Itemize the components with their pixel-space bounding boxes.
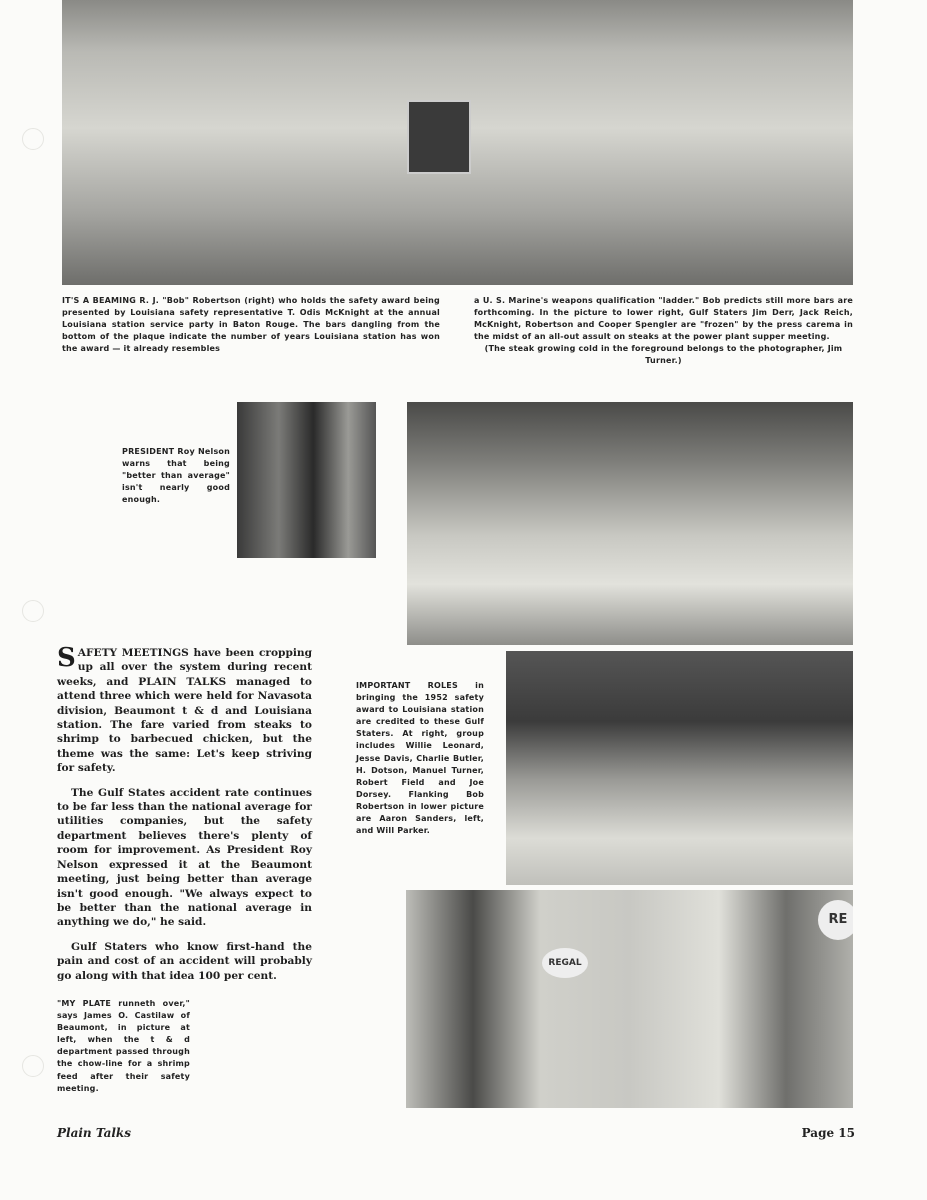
photo-steak-supper [407, 402, 853, 645]
caption-award-right-text: a U. S. Marine's weapons qualification "ladder." Bob predicts still more bars are forthcoming. In the picture to lower right, Gulf Staters Jim Derr, Jack Reich, McKnight, Robertson and Cooper Spengler are "frozen" by the press carema in the midst of an all-out assult on steaks at the power plant supper meeting. [474, 296, 853, 342]
regal-sign: REGAL [542, 948, 588, 978]
photo-president-nelson [237, 402, 376, 558]
binder-hole [22, 1055, 44, 1077]
binder-hole [22, 600, 44, 622]
photo-robertson-flanked [406, 890, 853, 1108]
caption-my-plate-text: "MY PLATE runneth over," says James O. Castilaw of Beaumont, in picture at left, when the t & d department passed through the chow-line for a shrimp feed after their safety meeting. [57, 999, 190, 1093]
photo-award-presentation [62, 0, 853, 285]
caption-important-roles: IMPORTANT ROLES in bringing the 1952 safety award to Louisiana station are credited to these Gulf Staters. At right, group includes Willie Leonard, Jesse Davis, Charlie Butler, H. Dotson, Manuel Turner, Robert Field and Joe Dorsey. Flanking Bob Robertson in lower picture are Aaron Sanders, left, and Will Parker. [356, 681, 484, 836]
footer-page-number: Page 15 [801, 1126, 855, 1140]
caption-my-plate [57, 998, 190, 1095]
article-paragraph [57, 643, 312, 776]
article-body [57, 643, 312, 993]
caption-award-left: IT'S A BEAMING R. J. "Bob" Robertson (right) who holds the safety award being presented by Louisiana safety representative T. Odis McKnight at the annual Louisiana station service party in Baton Rouge. The bars dangling from the bottom of the plaque indicate the number of years Louisiana station has won the award — it already resembles [62, 296, 440, 354]
article-paragraph-3: Gulf Staters who know first-hand the pain and cost of an accident will probably go along with that idea 100 per cent. [57, 940, 312, 982]
photo-louisiana-group [506, 651, 853, 885]
safety-plaque [407, 100, 471, 174]
caption-award-right-last: (The steak growing cold in the foreground belongs to the photographer, Jim Turner.) [484, 344, 843, 366]
article-paragraph-2: The Gulf States accident rate continues to be far less than the national average for utilities companies, but the safety department believes there's plenty of room for improvement. As President Roy Nelson expressed it at the Beaumont meeting, just being better than average isn't good enough. "We always expect to be better than the national average in anything we do," he said. [57, 786, 312, 929]
sign-partial: RE [818, 900, 853, 940]
footer-publication: Plain Talks [57, 1126, 132, 1140]
caption-president: PRESIDENT Roy Nelson warns that being "better than average" isn't nearly good enough. [122, 447, 230, 505]
drop-cap: S [57, 643, 76, 673]
caption-award-right [474, 295, 853, 368]
article-paragraph-1: AFETY MEETINGS have been cropping up all over the system during recent weeks, and PLAIN TALKS managed to attend three which were held for Navasota division, Beaumont t & d and Louisiana station. The fare varied from steaks to shrimp to barbecued chicken, but the theme was the same: Let's keep striving for safety. [57, 647, 312, 775]
binder-hole [22, 128, 44, 150]
